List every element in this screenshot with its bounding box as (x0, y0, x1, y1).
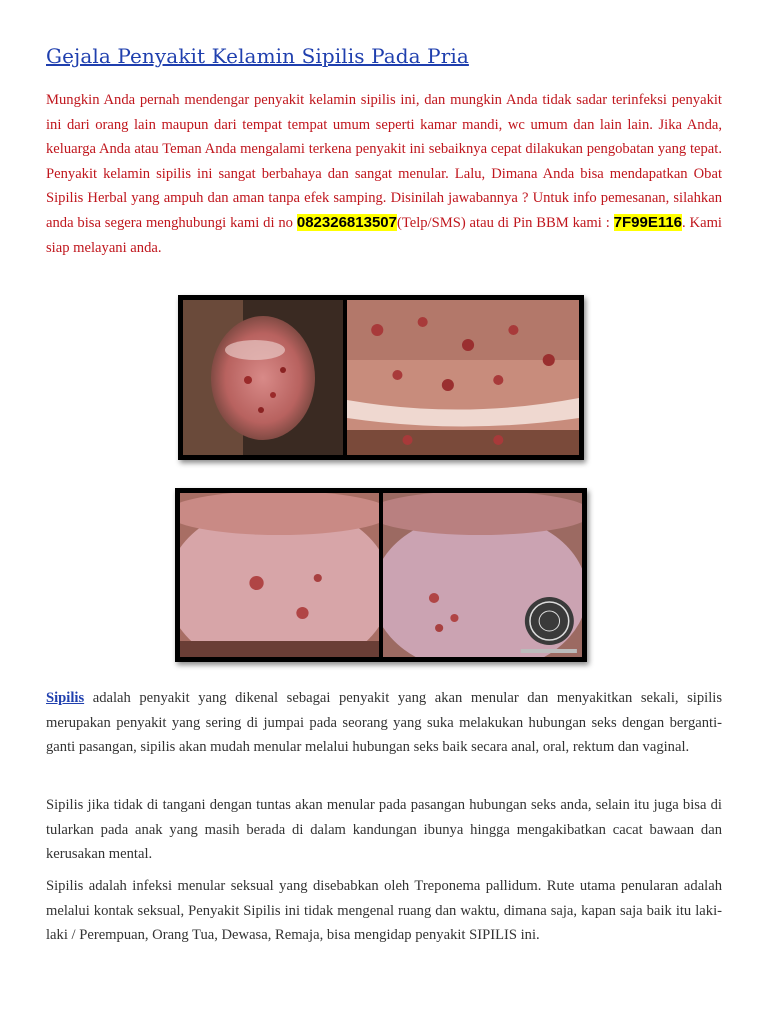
intro-text: Mungkin Anda pernah mendengar penyakit kelamin sipilis ini, dan mungkin Anda tidak sadar terinfeksi penyakit ini dari orang lain maupun dari tempat tempat umum seperti kamar mandi, wc umum dan lain lain. Jika Anda, keluarga Anda atau Teman Anda mengalami terkena penyakit ini sebaiknya cepat dilakukan pengobatan yang tepat. Penyakit kelamin sipilis ini sangat berbahaya dan sangat menular. Lalu, Dimana Anda bisa mendapatkan Obat Sipilis Herbal yang ampuh dan aman tanpa efek samping. Disinilah jawabannya ? Untuk info pemesanan, silahkan anda bisa segera menghubungi kami di no (46, 92, 722, 231)
paragraph-cause: Sipilis adalah infeksi menular seksual yang disebabkan oleh Treponema pallidum. Rute utama penularan adalah melalui kontak seksual, Penyakit Sipilis ini tidak mengenal ruang dan waktu, dimana saja, kapan saja baik itu laki-laki / Perempuan, Orang Tua, Dewasa, Remaja, bisa mengidap penyakit SIPILIS ini. (46, 878, 722, 944)
phone-number: 082326813507 (296, 213, 397, 231)
sipilis-link[interactable]: Sipilis (46, 690, 85, 706)
bbm-pin: 7F99E116 (613, 213, 683, 231)
page-title[interactable]: Gejala Penyakit Kelamin Sipilis Pada Pria (46, 44, 469, 68)
photo-lesion-bottom-right (383, 493, 582, 657)
paragraph-transmission: Sipilis jika tidak di tangani dengan tuntas akan menular pada pasangan hubungan seks anda, selain itu juga bisa di tularkan pada anak yang masih berada di dalam kandungan ibunya hingga mengakibatkan cacat bawaan dan kerusakan mental. (46, 797, 722, 863)
paragraph-definition-text: adalah penyakit yang dikenal sebagai penyakit yang akan menular dan menyakitkan sekali, sipilis merupakan penyakit yang sering di jumpai pada seorang yang suka melakukan hubungan seks dengan berganti-ganti pasangan, sipilis akan mudah menular melalui hubungan seks baik secara anal, oral, rektum dan vaginal. (46, 690, 722, 756)
intro-text-end: . Kami siap melayani anda. (46, 214, 722, 256)
paragraph-definition (46, 686, 722, 760)
intro-text-2: (Telp/SMS) atau di Pin BBM kami : (396, 214, 614, 231)
photo-row-top (178, 295, 584, 460)
photo-lesion-right (347, 300, 579, 455)
intro-paragraph (46, 88, 722, 260)
photo-lesion-bottom-left (180, 493, 379, 657)
photo-row-bottom (175, 488, 587, 662)
photo-lesion-left (183, 300, 343, 455)
